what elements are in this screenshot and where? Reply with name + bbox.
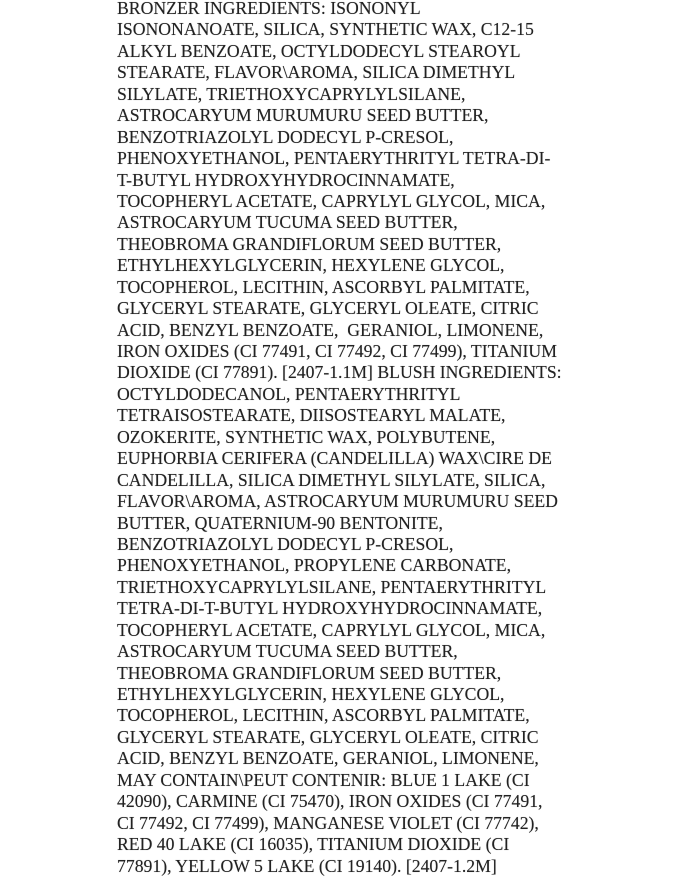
text-line: RED 40 LAKE (CI 16035), TITANIUM DIOXIDE (CI	[117, 834, 510, 855]
text-line: TETRAISOSTEARATE, DIISOSTEARYL MALATE,	[117, 405, 506, 426]
text-line: TOCOPHERYL ACETATE, CAPRYLYL GLYCOL, MICA,	[117, 619, 546, 640]
ingredients-text-block	[117, 0, 675, 877]
text-line: ACID, BENZYL BENZOATE, GERANIOL, LIMONENE,	[117, 319, 544, 340]
text-line: DIOXIDE (CI 77891). [2407-1.1M] BLUSH INGREDIENTS:	[117, 362, 562, 383]
text-line: PHENOXYETHANOL, PROPYLENE CARBONATE,	[117, 555, 512, 576]
text-line: FLAVOR\AROMA, ASTROCARYUM MURUMURU SEED	[117, 491, 558, 512]
text-line: IRON OXIDES (CI 77491, CI 77492, CI 77499), TITANIUM	[117, 341, 557, 361]
text-line: BENZOTRIAZOLYL DODECYL P-CRESOL,	[117, 126, 454, 147]
text-line: CANDELILLA, SILICA DIMETHYL SILYLATE, SILICA,	[117, 469, 546, 490]
text-line: SILYLATE, TRIETHOXYCAPRYLYLSILANE,	[117, 83, 466, 104]
text-line: ALKYL BENZOATE, OCTYLDODECYL STEAROYL	[117, 40, 521, 61]
text-line: BENZOTRIAZOLYL DODECYL P-CRESOL,	[117, 533, 454, 554]
text-line: MAY CONTAIN\PEUT CONTENIR: BLUE 1 LAKE (CI	[117, 769, 530, 790]
text-line: THEOBROMA GRANDIFLORUM SEED BUTTER,	[117, 233, 502, 254]
text-line: GLYCERYL STEARATE, GLYCERYL OLEATE, CITRIC	[117, 726, 539, 747]
text-line: BRONZER INGREDIENTS: ISONONYL	[117, 0, 421, 18]
text-line: TOCOPHEROL, LECITHIN, ASCORBYL PALMITATE,	[117, 276, 530, 297]
text-line: STEARATE, FLAVOR\AROMA, SILICA DIMETHYL	[117, 62, 516, 83]
text-line: 77891), YELLOW 5 LAKE (CI 19140). [2407-1.2M]	[117, 855, 497, 876]
text-line: TRIETHOXYCAPRYLYLSILANE, PENTAERYTHRITYL	[117, 576, 547, 597]
text-line: OCTYLDODECANOL, PENTAERYTHRITYL	[117, 383, 461, 404]
text-line: GLYCERYL STEARATE, GLYCERYL OLEATE, CITRIC	[117, 298, 539, 319]
text-line: ACID, BENZYL BENZOATE, GERANIOL, LIMONENE,	[117, 748, 539, 769]
text-line: ASTROCARYUM MURUMURU SEED BUTTER,	[117, 105, 489, 126]
text-line: OZOKERITE, SYNTHETIC WAX, POLYBUTENE,	[117, 426, 496, 447]
text-line: T-BUTYL HYDROXYHYDROCINNAMATE,	[117, 169, 455, 190]
text-line: THEOBROMA GRANDIFLORUM SEED BUTTER,	[117, 662, 502, 683]
text-line: TOCOPHEROL, LECITHIN, ASCORBYL PALMITATE,	[117, 705, 530, 726]
text-line: ASTROCARYUM TUCUMA SEED BUTTER,	[117, 212, 458, 233]
text-line: TOCOPHERYL ACETATE, CAPRYLYL GLYCOL, MICA,	[117, 190, 546, 211]
text-line: 42090), CARMINE (CI 75470), IRON OXIDES (CI 77491,	[117, 791, 543, 812]
text-line: PHENOXYETHANOL, PENTAERYTHRITYL TETRA-DI-	[117, 148, 551, 169]
text-line: EUPHORBIA CERIFERA (CANDELILLA) WAX\CIRE DE	[117, 448, 552, 469]
text-line: TETRA-DI-T-BUTYL HYDROXYHYDROCINNAMATE,	[117, 598, 543, 619]
text-line: ETHYLHEXYLGLYCERIN, HEXYLENE GLYCOL,	[117, 684, 505, 704]
text-line: ETHYLHEXYLGLYCERIN, HEXYLENE GLYCOL,	[117, 255, 505, 276]
text-line: BUTTER, QUATERNIUM-90 BENTONITE,	[117, 512, 443, 533]
text-line: CI 77492, CI 77499), MANGANESE VIOLET (CI 77742),	[117, 812, 539, 833]
text-line: ASTROCARYUM TUCUMA SEED BUTTER,	[117, 641, 458, 662]
text-line: ISONONANOATE, SILICA, SYNTHETIC WAX, C12-15	[117, 19, 534, 40]
